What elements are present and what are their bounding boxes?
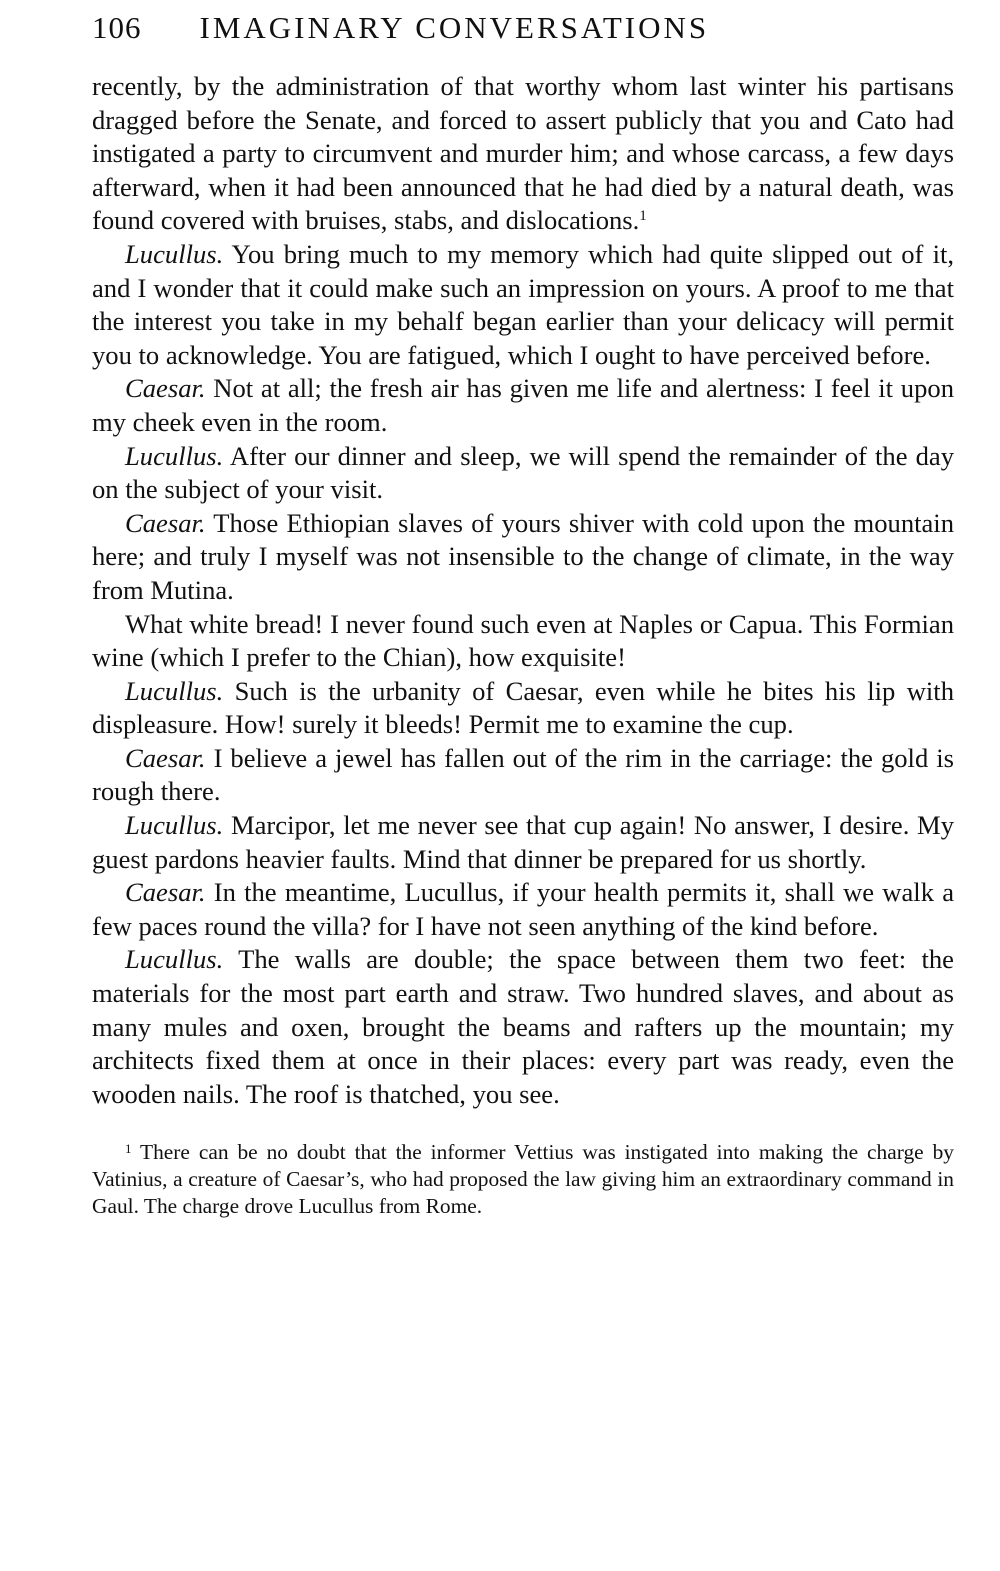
paragraph-text: Those Ethiopian slaves of yours shiver with cold upon the mountain here; and truly I myself was not insensible to the change of climate, in the way from Mutina. bbox=[92, 507, 954, 605]
dialogue-paragraph bbox=[92, 742, 954, 809]
speaker-name: Caesar. bbox=[125, 877, 206, 908]
footnote-marker: 1 bbox=[125, 1141, 132, 1157]
paragraph-text: I believe a jewel has fallen out of the rim in the carriage: the gold is rough there. bbox=[92, 742, 954, 807]
footnote-text: There can be no doubt that the informer Vettius was instigated into making the charge by Vatinius, a creature of Caesar’s, who had proposed the law giving him an extraordinary command in Gaul. The charge drove Lucullus from Rome. bbox=[92, 1140, 954, 1218]
dialogue-paragraph bbox=[92, 943, 954, 1111]
paragraph-text: recently, by the administration of that worthy whom last winter his partisans dragged before the Senate, and forced to assert publicly that you and Cato had instigated a party to circumvent and murder him; and whose carcass, a few days afterward, when it had been announced that he had died by a natural death, was found covered with bruises, stabs, and dislocations. bbox=[92, 71, 954, 236]
dialogue-paragraph bbox=[92, 238, 954, 372]
paragraph-text: Not at all; the fresh air has given me life and alertness: I feel it upon my cheek even in the room. bbox=[92, 373, 954, 437]
paragraph-text: In the meantime, Lucullus, if your health permits it, shall we walk a few paces round the villa? for I have not seen anything of the kind before. bbox=[92, 877, 954, 941]
dialogue-paragraph bbox=[92, 608, 954, 675]
speaker-name: Caesar. bbox=[125, 742, 206, 773]
dialogue-paragraph bbox=[92, 809, 954, 876]
speaker-name: Lucullus. bbox=[125, 238, 224, 269]
footnote bbox=[92, 1139, 954, 1219]
speaker-name: Lucullus. bbox=[125, 440, 224, 471]
paragraph-text: After our dinner and sleep, we will spend the remainder of the day on the subject of your visit. bbox=[92, 440, 954, 505]
book-page bbox=[92, 10, 954, 1219]
paragraph-text: Marcipor, let me never see that cup again! No answer, I desire. My guest pardons heavier faults. Mind that dinner be prepared for us shortly. bbox=[92, 810, 954, 874]
dialogue-paragraph bbox=[92, 372, 954, 439]
paragraph-text: What white bread! I never found such even at Naples or Capua. This Formian wine (which I prefer to the Chian), how exquisite! bbox=[92, 608, 954, 673]
speaker-name: Lucullus. bbox=[125, 810, 224, 841]
speaker-name: Lucullus. bbox=[125, 944, 224, 975]
dialogue-paragraph bbox=[92, 675, 954, 742]
main-text bbox=[92, 70, 954, 1111]
running-title: IMAGINARY CONVERSATIONS bbox=[199, 10, 710, 45]
paragraph-text: Such is the urbanity of Caesar, even while he bites his lip with displeasure. How! surely it bleeds! Permit me to examine the cup. bbox=[92, 675, 954, 740]
dialogue-paragraph bbox=[92, 507, 954, 608]
paragraph-text: You bring much to my memory which had quite slipped out of it, and I wonder that it could make such an impression on yours. A proof to me that the interest you take in my behalf began earlier than your delicacy will permit you to acknowledge. You are fatigued, which I ought to have perceived before. bbox=[92, 238, 954, 370]
paragraph-continuation bbox=[92, 70, 954, 238]
speaker-name: Caesar. bbox=[125, 507, 206, 538]
dialogue-paragraph bbox=[92, 876, 954, 943]
running-header bbox=[92, 10, 954, 56]
footnote-reference: 1 bbox=[639, 208, 647, 225]
paragraph-text: The walls are double; the space between them two feet: the materials for the most part earth and straw. Two hundred slaves, and about as many mules and oxen, brought the beams and rafters up the mountain; my architects fixed them at once in their places: every part was ready, even the wooden nails. The roof is thatched, you see. bbox=[92, 944, 954, 1109]
dialogue-paragraph bbox=[92, 440, 954, 507]
speaker-name: Caesar. bbox=[125, 373, 206, 404]
page-number: 106 bbox=[92, 10, 142, 45]
speaker-name: Lucullus. bbox=[125, 675, 224, 706]
